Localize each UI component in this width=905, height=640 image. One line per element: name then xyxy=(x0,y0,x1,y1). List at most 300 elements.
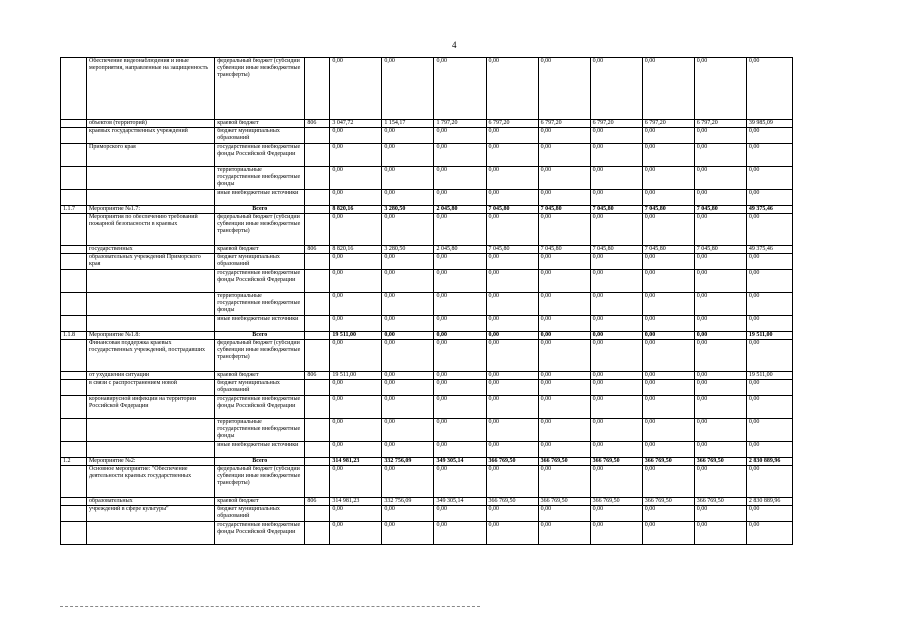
table-row xyxy=(61,190,793,206)
year-amount-cell: 0,00 xyxy=(330,58,382,120)
year-amount-cell: 366 769,50 xyxy=(590,458,642,466)
year-amount-cell: 0,00 xyxy=(590,144,642,167)
measure-name-cell xyxy=(87,316,215,332)
measure-name-cell xyxy=(87,442,215,458)
table-row xyxy=(61,58,793,120)
year-amount-cell: 19 511,00 xyxy=(330,332,382,340)
grbs-code-cell xyxy=(305,332,330,340)
year-amount-cell: 332 756,09 xyxy=(382,498,434,506)
row-index-cell xyxy=(61,58,87,120)
year-amount-cell: 0,00 xyxy=(434,144,486,167)
year-amount-cell: 0,00 xyxy=(330,340,382,372)
year-amount-cell: 0,00 xyxy=(486,293,538,316)
year-amount-cell: 6 797,20 xyxy=(538,120,590,128)
year-amount-cell: 349 305,14 xyxy=(434,458,486,466)
measure-name-cell: объектов (территорий) xyxy=(87,120,215,128)
year-amount-cell: 0,00 xyxy=(330,214,382,246)
year-amount-cell: 7 045,80 xyxy=(538,206,590,214)
total-amount-cell: 0,00 xyxy=(746,144,792,167)
year-amount-cell: 366 769,50 xyxy=(642,458,694,466)
total-amount-cell: 0,00 xyxy=(746,270,792,293)
grbs-code-cell: 806 xyxy=(305,246,330,254)
year-amount-cell: 0,00 xyxy=(434,396,486,419)
year-amount-cell: 3 280,50 xyxy=(382,206,434,214)
grbs-code-cell xyxy=(305,442,330,458)
year-amount-cell: 0,00 xyxy=(330,167,382,190)
total-amount-cell: 0,00 xyxy=(746,214,792,246)
total-amount-cell: 0,00 xyxy=(746,506,792,522)
row-index-cell xyxy=(61,246,87,254)
year-amount-cell: 0,00 xyxy=(486,167,538,190)
year-amount-cell: 0,00 xyxy=(642,293,694,316)
measure-name-cell xyxy=(87,167,215,190)
year-amount-cell: 7 045,80 xyxy=(486,206,538,214)
year-amount-cell: 0,00 xyxy=(538,316,590,332)
grbs-code-cell xyxy=(305,506,330,522)
table-row-total xyxy=(61,206,793,214)
year-amount-cell: 0,00 xyxy=(434,522,486,545)
year-amount-cell: 0,00 xyxy=(642,340,694,372)
measure-name-cell xyxy=(87,293,215,316)
year-amount-cell: 0,00 xyxy=(434,167,486,190)
year-amount-cell: 0,00 xyxy=(434,442,486,458)
year-amount-cell: 0,00 xyxy=(434,506,486,522)
funding-source-cell: Всего xyxy=(215,206,305,214)
row-index-cell xyxy=(61,120,87,128)
total-amount-cell: 0,00 xyxy=(746,340,792,372)
year-amount-cell: 7 045,80 xyxy=(590,206,642,214)
year-amount-cell: 0,00 xyxy=(538,419,590,442)
year-amount-cell: 0,00 xyxy=(486,254,538,270)
total-amount-cell: 0,00 xyxy=(746,254,792,270)
grbs-code-cell xyxy=(305,58,330,120)
year-amount-cell: 0,00 xyxy=(330,144,382,167)
year-amount-cell: 0,00 xyxy=(382,190,434,206)
year-amount-cell: 0,00 xyxy=(694,144,746,167)
table-row xyxy=(61,214,793,246)
funding-source-cell: Всего xyxy=(215,458,305,466)
row-index-cell xyxy=(61,128,87,144)
year-amount-cell: 0,00 xyxy=(642,372,694,380)
funding-source-cell: федеральный бюджет (субсидии субвенции иные межбюджетные трансферты) xyxy=(215,58,305,120)
year-amount-cell: 0,00 xyxy=(382,506,434,522)
year-amount-cell: 0,00 xyxy=(538,466,590,498)
funding-source-cell: федеральный бюджет (субсидии субвенции иные межбюджетные трансферты) xyxy=(215,340,305,372)
year-amount-cell: 0,00 xyxy=(434,466,486,498)
year-amount-cell: 0,00 xyxy=(590,254,642,270)
measure-name-cell: учреждений в сфере культуры" xyxy=(87,506,215,522)
year-amount-cell: 0,00 xyxy=(590,442,642,458)
year-amount-cell: 0,00 xyxy=(434,128,486,144)
year-amount-cell: 0,00 xyxy=(590,396,642,419)
funding-source-cell: краевой бюджет xyxy=(215,120,305,128)
year-amount-cell: 0,00 xyxy=(694,419,746,442)
year-amount-cell: 7 045,80 xyxy=(642,246,694,254)
year-amount-cell: 8 820,16 xyxy=(330,206,382,214)
year-amount-cell: 7 045,80 xyxy=(538,246,590,254)
measure-name-cell: Приморского края xyxy=(87,144,215,167)
total-amount-cell: 2 830 889,96 xyxy=(746,498,792,506)
measure-name-cell: образовательных xyxy=(87,498,215,506)
table-row xyxy=(61,128,793,144)
row-index-cell xyxy=(61,419,87,442)
year-amount-cell: 0,00 xyxy=(538,332,590,340)
year-amount-cell: 0,00 xyxy=(538,522,590,545)
year-amount-cell: 0,00 xyxy=(434,214,486,246)
year-amount-cell: 0,00 xyxy=(382,372,434,380)
year-amount-cell: 0,00 xyxy=(486,144,538,167)
row-index-cell xyxy=(61,214,87,246)
year-amount-cell: 0,00 xyxy=(330,254,382,270)
year-amount-cell: 0,00 xyxy=(694,380,746,396)
year-amount-cell: 0,00 xyxy=(538,380,590,396)
grbs-code-cell xyxy=(305,270,330,293)
year-amount-cell: 3 047,72 xyxy=(330,120,382,128)
year-amount-cell: 314 981,23 xyxy=(330,458,382,466)
table-row-total xyxy=(61,332,793,340)
year-amount-cell: 19 511,00 xyxy=(330,372,382,380)
funding-source-cell: территориальные государственные внебюджетные фонды xyxy=(215,293,305,316)
year-amount-cell: 366 769,50 xyxy=(538,498,590,506)
total-amount-cell: 0,00 xyxy=(746,522,792,545)
year-amount-cell: 6 797,20 xyxy=(590,120,642,128)
grbs-code-cell: 806 xyxy=(305,372,330,380)
year-amount-cell: 0,00 xyxy=(434,316,486,332)
year-amount-cell: 0,00 xyxy=(486,419,538,442)
year-amount-cell: 0,00 xyxy=(486,58,538,120)
page-number: 4 xyxy=(452,40,457,50)
measure-name-cell: Основное мероприятие: "Обеспечение деятельности краевых государственных xyxy=(87,466,215,498)
funding-source-cell: государственные внебюджетные фонды Российской Федерации xyxy=(215,396,305,419)
year-amount-cell: 0,00 xyxy=(486,316,538,332)
year-amount-cell: 0,00 xyxy=(590,167,642,190)
year-amount-cell: 0,00 xyxy=(330,316,382,332)
scan-edge-noise xyxy=(60,606,480,607)
total-amount-cell: 2 830 889,96 xyxy=(746,458,792,466)
year-amount-cell: 7 045,80 xyxy=(694,246,746,254)
year-amount-cell: 0,00 xyxy=(486,270,538,293)
year-amount-cell: 0,00 xyxy=(590,380,642,396)
table-row xyxy=(61,372,793,380)
year-amount-cell: 0,00 xyxy=(330,419,382,442)
row-index-cell xyxy=(61,396,87,419)
total-amount-cell: 0,00 xyxy=(746,293,792,316)
year-amount-cell: 0,00 xyxy=(382,270,434,293)
total-amount-cell: 0,00 xyxy=(746,190,792,206)
grbs-code-cell xyxy=(305,380,330,396)
measure-name-cell: краевых государственных учреждений xyxy=(87,128,215,144)
funding-source-cell: государственные внебюджетные фонды Российской Федерации xyxy=(215,144,305,167)
year-amount-cell: 0,00 xyxy=(590,190,642,206)
year-amount-cell: 366 769,50 xyxy=(538,458,590,466)
year-amount-cell: 0,00 xyxy=(694,372,746,380)
row-index-cell xyxy=(61,442,87,458)
total-amount-cell: 39 985,09 xyxy=(746,120,792,128)
year-amount-cell: 0,00 xyxy=(434,254,486,270)
table-row xyxy=(61,316,793,332)
year-amount-cell: 0,00 xyxy=(486,396,538,419)
measure-name-cell: Обеспечение видеонаблюдения и иные мероприятия, направленные на защищенность xyxy=(87,58,215,120)
year-amount-cell: 0,00 xyxy=(694,254,746,270)
year-amount-cell: 0,00 xyxy=(330,270,382,293)
year-amount-cell: 0,00 xyxy=(642,214,694,246)
table-row xyxy=(61,254,793,270)
year-amount-cell: 0,00 xyxy=(642,506,694,522)
year-amount-cell: 0,00 xyxy=(590,522,642,545)
year-amount-cell: 0,00 xyxy=(642,254,694,270)
year-amount-cell: 0,00 xyxy=(642,396,694,419)
table-row xyxy=(61,340,793,372)
measure-name-cell: от ухудшения ситуации xyxy=(87,372,215,380)
year-amount-cell: 1 797,20 xyxy=(434,120,486,128)
year-amount-cell: 0,00 xyxy=(486,340,538,372)
year-amount-cell: 0,00 xyxy=(642,380,694,396)
grbs-code-cell xyxy=(305,316,330,332)
row-index-cell xyxy=(61,254,87,270)
year-amount-cell: 0,00 xyxy=(642,332,694,340)
year-amount-cell: 0,00 xyxy=(434,190,486,206)
row-index-cell: 1.2 xyxy=(61,458,87,466)
year-amount-cell: 332 756,09 xyxy=(382,458,434,466)
measure-name-cell: Мероприятие №2: xyxy=(87,458,215,466)
year-amount-cell: 0,00 xyxy=(382,466,434,498)
row-index-cell xyxy=(61,144,87,167)
year-amount-cell: 6 797,20 xyxy=(486,120,538,128)
year-amount-cell: 0,00 xyxy=(434,293,486,316)
year-amount-cell: 0,00 xyxy=(694,316,746,332)
funding-source-cell: Всего xyxy=(215,332,305,340)
year-amount-cell: 0,00 xyxy=(330,396,382,419)
year-amount-cell: 0,00 xyxy=(694,58,746,120)
year-amount-cell: 0,00 xyxy=(382,254,434,270)
total-amount-cell: 0,00 xyxy=(746,316,792,332)
year-amount-cell: 0,00 xyxy=(486,372,538,380)
year-amount-cell: 2 045,80 xyxy=(434,246,486,254)
year-amount-cell: 366 769,50 xyxy=(694,458,746,466)
year-amount-cell: 366 769,50 xyxy=(694,498,746,506)
year-amount-cell: 0,00 xyxy=(330,442,382,458)
grbs-code-cell: 806 xyxy=(305,498,330,506)
year-amount-cell: 0,00 xyxy=(642,316,694,332)
row-index-cell xyxy=(61,293,87,316)
funding-source-cell: государственные внебюджетные фонды Российской Федерации xyxy=(215,522,305,545)
funding-source-cell: краевой бюджет xyxy=(215,372,305,380)
year-amount-cell: 0,00 xyxy=(590,128,642,144)
year-amount-cell: 0,00 xyxy=(590,270,642,293)
budget-table xyxy=(60,57,793,545)
year-amount-cell: 0,00 xyxy=(486,190,538,206)
year-amount-cell: 1 154,17 xyxy=(382,120,434,128)
year-amount-cell: 0,00 xyxy=(538,372,590,380)
funding-source-cell: бюджет муниципальных образований xyxy=(215,380,305,396)
measure-name-cell: Мероприятия по обеспечению требований пожарной безопасности в краевых xyxy=(87,214,215,246)
total-amount-cell: 0,00 xyxy=(746,128,792,144)
year-amount-cell: 0,00 xyxy=(486,466,538,498)
table-row-total xyxy=(61,458,793,466)
total-amount-cell: 0,00 xyxy=(746,442,792,458)
year-amount-cell: 8 820,16 xyxy=(330,246,382,254)
year-amount-cell: 0,00 xyxy=(694,340,746,372)
funding-source-cell: бюджет муниципальных образований xyxy=(215,254,305,270)
grbs-code-cell xyxy=(305,522,330,545)
table-row xyxy=(61,442,793,458)
year-amount-cell: 0,00 xyxy=(434,372,486,380)
row-index-cell: 1.1.8 xyxy=(61,332,87,340)
funding-source-cell: государственные внебюджетные фонды Российской Федерации xyxy=(215,270,305,293)
table-row xyxy=(61,419,793,442)
year-amount-cell: 0,00 xyxy=(330,190,382,206)
funding-source-cell: краевой бюджет xyxy=(215,246,305,254)
year-amount-cell: 0,00 xyxy=(694,190,746,206)
grbs-code-cell: 806 xyxy=(305,120,330,128)
year-amount-cell: 0,00 xyxy=(694,332,746,340)
funding-source-cell: бюджет муниципальных образований xyxy=(215,128,305,144)
year-amount-cell: 0,00 xyxy=(538,167,590,190)
year-amount-cell: 0,00 xyxy=(538,442,590,458)
year-amount-cell: 0,00 xyxy=(694,466,746,498)
year-amount-cell: 3 280,50 xyxy=(382,246,434,254)
measure-name-cell xyxy=(87,419,215,442)
row-index-cell xyxy=(61,190,87,206)
grbs-code-cell xyxy=(305,254,330,270)
year-amount-cell: 0,00 xyxy=(694,214,746,246)
year-amount-cell: 366 769,50 xyxy=(642,498,694,506)
year-amount-cell: 0,00 xyxy=(382,167,434,190)
year-amount-cell: 0,00 xyxy=(642,128,694,144)
year-amount-cell: 0,00 xyxy=(486,442,538,458)
year-amount-cell: 0,00 xyxy=(330,293,382,316)
year-amount-cell: 0,00 xyxy=(694,506,746,522)
year-amount-cell: 0,00 xyxy=(538,293,590,316)
year-amount-cell: 0,00 xyxy=(538,214,590,246)
row-index-cell xyxy=(61,316,87,332)
year-amount-cell: 0,00 xyxy=(538,254,590,270)
year-amount-cell: 7 045,80 xyxy=(486,246,538,254)
year-amount-cell: 0,00 xyxy=(382,442,434,458)
measure-name-cell: образовательных учреждений Приморского края xyxy=(87,254,215,270)
year-amount-cell: 0,00 xyxy=(642,190,694,206)
year-amount-cell: 0,00 xyxy=(330,522,382,545)
measure-name-cell xyxy=(87,270,215,293)
grbs-code-cell xyxy=(305,419,330,442)
total-amount-cell: 49 375,46 xyxy=(746,246,792,254)
table-row xyxy=(61,293,793,316)
year-amount-cell: 7 045,80 xyxy=(694,206,746,214)
grbs-code-cell xyxy=(305,128,330,144)
year-amount-cell: 0,00 xyxy=(434,58,486,120)
total-amount-cell: 49 375,46 xyxy=(746,206,792,214)
total-amount-cell: 0,00 xyxy=(746,167,792,190)
grbs-code-cell xyxy=(305,190,330,206)
year-amount-cell: 0,00 xyxy=(642,144,694,167)
year-amount-cell: 6 797,20 xyxy=(694,120,746,128)
year-amount-cell: 0,00 xyxy=(434,332,486,340)
total-amount-cell: 19 511,00 xyxy=(746,372,792,380)
year-amount-cell: 7 045,80 xyxy=(590,246,642,254)
year-amount-cell: 366 769,50 xyxy=(486,458,538,466)
year-amount-cell: 0,00 xyxy=(642,167,694,190)
funding-source-cell: федеральный бюджет (субсидии субвенции иные межбюджетные трансферты) xyxy=(215,466,305,498)
funding-source-cell: бюджет муниципальных образований xyxy=(215,506,305,522)
year-amount-cell: 0,00 xyxy=(382,316,434,332)
year-amount-cell: 0,00 xyxy=(590,466,642,498)
year-amount-cell: 0,00 xyxy=(486,214,538,246)
year-amount-cell: 0,00 xyxy=(538,144,590,167)
measure-name-cell: коронавирусной инфекции на территории Российской Федерации xyxy=(87,396,215,419)
year-amount-cell: 0,00 xyxy=(694,396,746,419)
year-amount-cell: 0,00 xyxy=(590,58,642,120)
year-amount-cell: 0,00 xyxy=(642,466,694,498)
year-amount-cell: 0,00 xyxy=(590,293,642,316)
year-amount-cell: 0,00 xyxy=(590,214,642,246)
table-row xyxy=(61,246,793,254)
table-row xyxy=(61,120,793,128)
year-amount-cell: 0,00 xyxy=(538,58,590,120)
budget-table-container xyxy=(60,57,793,545)
year-amount-cell: 0,00 xyxy=(642,58,694,120)
funding-source-cell: краевой бюджет xyxy=(215,498,305,506)
year-amount-cell: 0,00 xyxy=(642,522,694,545)
year-amount-cell: 0,00 xyxy=(590,340,642,372)
year-amount-cell: 366 769,50 xyxy=(590,498,642,506)
grbs-code-cell xyxy=(305,340,330,372)
measure-name-cell: Финансовая поддержка краевых государственных учреждений, пострадавших xyxy=(87,340,215,372)
year-amount-cell: 2 045,80 xyxy=(434,206,486,214)
year-amount-cell: 0,00 xyxy=(434,340,486,372)
total-amount-cell: 0,00 xyxy=(746,419,792,442)
row-index-cell xyxy=(61,372,87,380)
year-amount-cell: 0,00 xyxy=(382,340,434,372)
year-amount-cell: 0,00 xyxy=(538,128,590,144)
year-amount-cell: 0,00 xyxy=(330,128,382,144)
row-index-cell xyxy=(61,522,87,545)
total-amount-cell: 0,00 xyxy=(746,380,792,396)
table-row xyxy=(61,270,793,293)
year-amount-cell: 0,00 xyxy=(694,442,746,458)
measure-name-cell: государственных xyxy=(87,246,215,254)
year-amount-cell: 0,00 xyxy=(382,144,434,167)
measure-name-cell: Мероприятие №1.7: xyxy=(87,206,215,214)
funding-source-cell: иные внебюджетные источники xyxy=(215,190,305,206)
year-amount-cell: 0,00 xyxy=(694,128,746,144)
year-amount-cell: 0,00 xyxy=(486,506,538,522)
year-amount-cell: 0,00 xyxy=(382,58,434,120)
year-amount-cell: 0,00 xyxy=(590,419,642,442)
table-row xyxy=(61,167,793,190)
year-amount-cell: 0,00 xyxy=(434,419,486,442)
year-amount-cell: 0,00 xyxy=(382,332,434,340)
year-amount-cell: 0,00 xyxy=(642,419,694,442)
row-index-cell xyxy=(61,466,87,498)
table-row xyxy=(61,380,793,396)
year-amount-cell: 0,00 xyxy=(330,506,382,522)
measure-name-cell xyxy=(87,522,215,545)
funding-source-cell: территориальные государственные внебюджетные фонды xyxy=(215,167,305,190)
grbs-code-cell xyxy=(305,206,330,214)
grbs-code-cell xyxy=(305,214,330,246)
year-amount-cell: 0,00 xyxy=(538,396,590,419)
table-row xyxy=(61,144,793,167)
year-amount-cell: 0,00 xyxy=(486,332,538,340)
year-amount-cell: 0,00 xyxy=(590,316,642,332)
year-amount-cell: 0,00 xyxy=(382,419,434,442)
year-amount-cell: 0,00 xyxy=(642,442,694,458)
year-amount-cell: 0,00 xyxy=(434,270,486,293)
table-row xyxy=(61,506,793,522)
total-amount-cell: 0,00 xyxy=(746,396,792,419)
year-amount-cell: 349 305,14 xyxy=(434,498,486,506)
year-amount-cell: 0,00 xyxy=(486,522,538,545)
